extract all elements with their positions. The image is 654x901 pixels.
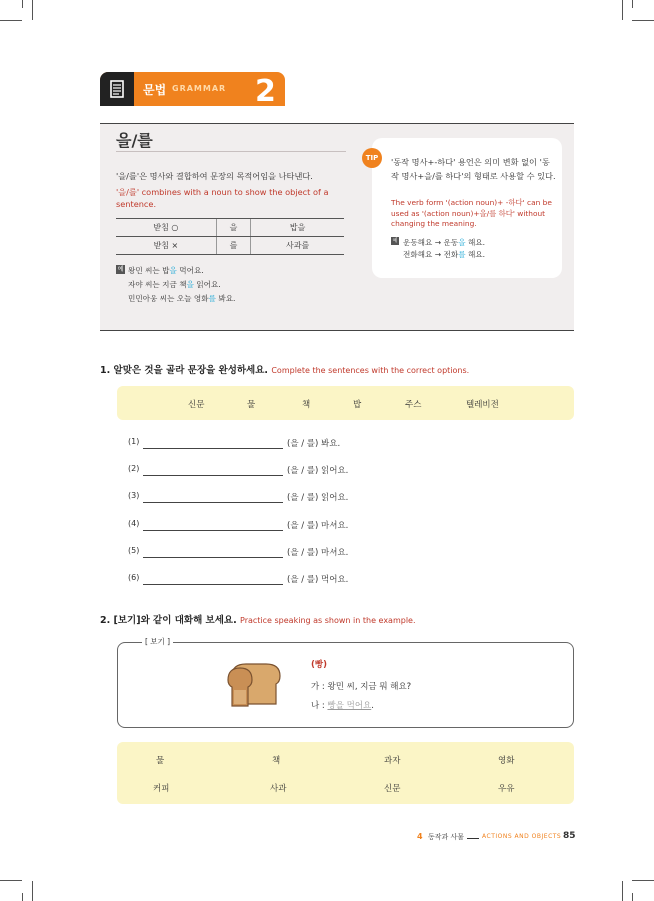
page-number: 85	[563, 831, 576, 841]
crop-mark	[632, 20, 654, 21]
word-box	[117, 386, 574, 420]
divider	[116, 151, 346, 152]
word-option: 주스	[405, 400, 422, 410]
exercise-1-title: 1. 알맞은 것을 골라 문장을 완성하세요. Complete the sentences with the correct options.	[100, 365, 470, 376]
grammar-title: 을/를	[116, 131, 153, 150]
item-number: (5)	[128, 546, 140, 555]
word-option: 사과	[270, 784, 287, 794]
item-number: (3)	[128, 491, 140, 500]
section-subtitle: GRAMMAR	[172, 84, 227, 93]
example-mark: 예	[392, 238, 398, 244]
word-box	[117, 742, 574, 804]
example-mark: 예	[117, 266, 124, 273]
example-sentence: 왕민 씨는 밥을 먹어요.	[128, 266, 204, 275]
crop-mark	[622, 0, 623, 20]
lightbulb-icon: TIP	[362, 148, 382, 168]
word-option: 책	[302, 400, 311, 410]
word-option: 신문	[384, 784, 401, 794]
table-cell: 을	[216, 219, 250, 237]
word-option: 물	[247, 400, 256, 410]
item-text: (을 / 를) 마셔요.	[287, 521, 349, 531]
word-option: 밥	[353, 400, 362, 410]
item-text: (을 / 를) 마셔요.	[287, 548, 349, 558]
example-label: [ 보기 ]	[142, 636, 173, 647]
tip-example: 운동해요 → 운동을 해요.	[403, 238, 486, 247]
grammar-description-korean: '을/를'은 명사와 결합하여 문장의 목적어임을 나타낸다.	[116, 171, 313, 181]
crop-mark	[0, 880, 22, 881]
crop-mark	[32, 0, 33, 20]
footer-underline	[467, 838, 479, 839]
item-number: (2)	[128, 464, 140, 473]
crop-mark	[22, 0, 23, 8]
answer-blank[interactable]	[143, 448, 283, 449]
answer-blank[interactable]	[143, 584, 283, 585]
item-text: (을 / 를) 봐요.	[287, 439, 341, 449]
crop-mark	[632, 893, 633, 901]
word-option: 우유	[498, 784, 515, 794]
table-row	[116, 237, 344, 255]
word-option: 과자	[384, 756, 401, 766]
section-title: 문법	[143, 83, 167, 97]
tip-text-korean: '동작 명사+-하다' 용언은 의미 변화 없이 '동작 명사+을/를 하다'의 형태로 사용할 수 있다.	[391, 157, 556, 181]
bread-icon	[226, 660, 284, 712]
dialog-line: 나 : 빵을 먹어요.	[311, 701, 374, 711]
word-option: 책	[272, 756, 281, 766]
crop-mark	[632, 880, 654, 881]
crop-mark	[632, 0, 633, 8]
table-cell: 받침 ×	[116, 237, 216, 255]
example-sentence: 민민아웅 씨는 오늘 영화를 봐요.	[128, 294, 236, 303]
word-option: 신문	[188, 400, 205, 410]
table-cell: 받침 ○	[116, 219, 216, 237]
example-word: (빵)	[311, 660, 327, 670]
item-number: (4)	[128, 519, 140, 528]
answer-blank[interactable]	[143, 502, 283, 503]
crop-mark	[0, 20, 22, 21]
dialog-line: 가 : 왕민 씨, 지금 뭐 해요?	[311, 682, 412, 692]
tip-text-english: The verb form '(action noun)+ -하다' can be used as '(action noun)+을/를 하다' without changing the meaning.	[391, 198, 552, 228]
grammar-description-english: '을/를' combines with a noun to show the object of a sentence.	[116, 187, 329, 209]
notebook-icon	[100, 72, 134, 106]
crop-mark	[32, 881, 33, 901]
answer-blank[interactable]	[143, 475, 283, 476]
word-option: 물	[156, 756, 165, 766]
example-sentence: 자야 씨는 지금 책을 읽어요.	[128, 280, 221, 289]
section-number: 2	[255, 74, 276, 109]
answer-blank[interactable]	[143, 557, 283, 558]
item-number: (6)	[128, 573, 140, 582]
table-cell: 사과를	[251, 237, 344, 255]
tip-example: 전화해요 → 전화를 해요.	[403, 250, 486, 259]
item-text: (을 / 를) 읽어요.	[287, 493, 349, 503]
chapter-title-english: ACTIONS AND OBJECTS	[482, 833, 562, 840]
item-number: (1)	[128, 437, 140, 446]
exercise-2-title: 2. [보기]와 같이 대화해 보세요. Practice speaking as shown in the example.	[100, 615, 416, 626]
chapter-number: 4	[417, 832, 423, 841]
table-cell: 밥을	[251, 219, 344, 237]
table-row	[116, 219, 344, 237]
answer-blank[interactable]	[143, 530, 283, 531]
table-cell: 를	[216, 237, 250, 255]
crop-mark	[622, 881, 623, 901]
grammar-table	[116, 218, 344, 255]
item-text: (을 / 를) 먹어요.	[287, 575, 349, 585]
crop-mark	[22, 893, 23, 901]
word-option: 커피	[153, 784, 170, 794]
chapter-title-korean: 동작과 사물	[428, 833, 465, 841]
word-option: 영화	[498, 756, 515, 766]
item-text: (을 / 를) 읽어요.	[287, 466, 349, 476]
word-option: 텔레비전	[466, 400, 499, 410]
